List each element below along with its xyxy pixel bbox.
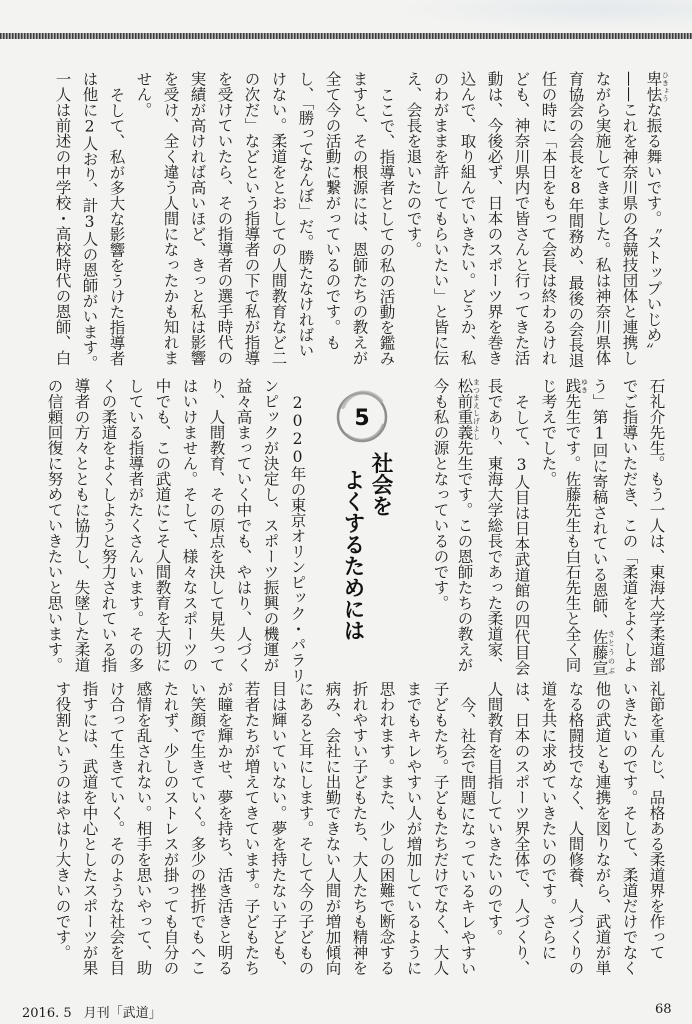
text-column: し、「勝ってなんぼ」だ。勝たなければい (296, 71, 315, 358)
text-column: 今も私の源となっているのです。 (431, 378, 450, 611)
ruby-base: 卑怯 (644, 71, 663, 102)
text-column: は他に2人おり、計3人の恩師がいます。 (80, 71, 99, 371)
text-column: 折れやすい子どもたち、大人たちも精神を (350, 681, 369, 976)
text-column: 思われます。また、少しの困難で断念する (377, 681, 396, 976)
text-column: 感情を乱されない。相手を思いやって、助 (134, 681, 153, 976)
ruby-reading: ひきょう (661, 71, 670, 102)
text-column: じ考えでした。 (539, 378, 558, 487)
text-column: している指導者がたくさんいます。その多 (126, 378, 145, 673)
ruby-word (563, 378, 589, 394)
ruby-reading: まつまえしげよし (472, 378, 481, 440)
text-column (589, 378, 616, 673)
text-column: 中でも、この武道にこそ人間教育を大切に (153, 378, 172, 673)
text-column: 全て今の活動に繋がっているのです。も (323, 71, 342, 350)
article-top-tier (49, 71, 670, 371)
text-column: 礼節を重んじ、品格ある柔道界を作って (647, 681, 666, 960)
text-column: くの柔道をよくしようと努力されている指 (99, 378, 118, 673)
text-column: いきたいのです。そして、柔道だけでなく (620, 681, 639, 976)
ruby-word (590, 628, 616, 676)
text-column: ながら実施してきました。私は神奈川県体 (593, 71, 612, 366)
text-column: が瞳を輝かせ、夢を持ち、活き活きと明る (215, 681, 234, 976)
text-column: 2020年の東京オリンピック・パラリ (288, 393, 307, 683)
text-column: を受け、全く違う人間になったかも知れま (161, 71, 180, 366)
text-column: 導者の方々とともに協力し、失墜した柔道 (72, 378, 91, 673)
text-column: の次だ」などという指導者の下で私が指導 (242, 71, 261, 366)
ruby-reading: さとうのぶ (607, 628, 616, 675)
text-column (562, 378, 589, 673)
ruby-base: 松前重義 (455, 378, 474, 440)
text-column (643, 71, 670, 366)
text-column: 実績が高ければ高いほど、きっと私は影響 (188, 71, 207, 366)
article-middle-tier-left (41, 378, 311, 683)
text-column: す役割というのはやはり大きいのです。 (53, 681, 72, 960)
text-column: 目は輝いていない。夢を持たない子ども、 (269, 681, 288, 976)
issue-date: 2016. 5 (22, 1006, 72, 1021)
section-number: 5 (354, 406, 370, 431)
column-text: 先生です。佐藤先生も白石先生と全く同 (563, 393, 582, 673)
text-column: え、会長を退いたのです。 (404, 71, 423, 257)
header-decoration (400, 0, 692, 30)
text-column: 込んで、取り組んでいきたい。どうか、私 (458, 71, 477, 366)
text-column: ンピックが決定し、スポーツ振興の機運が (261, 378, 280, 673)
text-column: 若者たちが増えてきています。子どもたち (242, 681, 261, 976)
column-text: な振る舞いです。〝ストップいじめ〟 (644, 102, 663, 358)
article-middle-tier-right (427, 378, 670, 673)
text-column: たれず、少しのストレスが掛っても自分の (161, 681, 180, 976)
text-column: 病み、会社に出勤できない人間が増加傾向 (323, 681, 342, 976)
text-column: 育協会の会長を8年間務め、最後の会長退 (566, 71, 585, 368)
text-column: い笑顔で生きていく。多少の挫折でもへこ (188, 681, 207, 976)
text-column: せん。 (134, 71, 153, 118)
text-column: 動は、今後必ず、日本のスポーツ界を巻き (485, 71, 504, 366)
ruby-base: 践 (563, 378, 582, 394)
text-column: ますと、その根源には、恩師たちの教えが (350, 71, 369, 366)
text-column: ども、神奈川県内で皆さんと行ってきた活 (512, 71, 531, 366)
ruby-reading: ゆき (580, 378, 589, 394)
section-title-line-2: よくするためには (340, 469, 365, 641)
text-column: 今、社会で問題になっているキレやすい (458, 696, 477, 976)
text-column: でご指導いただき、この「柔道をよくしよ (620, 378, 639, 673)
section-title-line-1: 社会を (368, 452, 393, 517)
text-column (454, 378, 481, 673)
text-column: 一人は前述の中学校・高校時代の恩師、白 (53, 71, 72, 366)
text-column: 指すには、武道を中心としたスポーツが果 (80, 681, 99, 976)
text-column: そして、私が多大な影響をうけた指導者 (107, 86, 126, 366)
ruby-base: 佐藤宣 (590, 628, 609, 675)
text-column: なる格闘技でなく、人間修養、人づくりの (566, 681, 585, 976)
column-text: う」第1回に寄稿されている恩師、 (590, 378, 609, 629)
text-column: ——これを神奈川県の各競技団体と連携し (620, 71, 639, 366)
text-column: そして、3人目は日本武道館の四代目会 (512, 393, 531, 675)
text-column: にあると耳にします。そして今の子どもの (296, 681, 315, 976)
top-rule-band (0, 33, 692, 39)
footer-issue-info (22, 1002, 162, 1021)
text-column: を受けていたら、その指導者の選手時代の (215, 71, 234, 366)
text-column: は、日本のスポーツ界全体で、人づくり、 (512, 681, 531, 976)
text-column: はいけません。そして、様々なスポーツの (180, 378, 199, 673)
text-column: 益々高まっていく中でも、やはり、人づく (234, 378, 253, 673)
text-column: のわがままを許してもらいたい」と皆に伝 (431, 71, 450, 366)
text-column: 他の武道とも連携を図りながら、武道が単 (593, 681, 612, 976)
magazine-title: 月刊「武道」 (83, 1006, 162, 1021)
text-column: までもキレやすい人が増加しているように (404, 681, 423, 976)
text-column: け合って生きていく。そのような社会を目 (107, 681, 126, 976)
ruby-word (644, 71, 670, 102)
text-column: 石礼介先生。もう一人は、東海大学柔道部 (647, 378, 666, 673)
ruby-word (455, 378, 481, 440)
text-column: けない。柔道をとおしての人間教育など二 (269, 71, 288, 366)
column-text: 先生です。この恩師たちの教えが (455, 440, 474, 673)
text-column: 子どもたち。子どもたちだけでなく、大人 (431, 681, 450, 976)
text-column: り、人間教育、その原点を決して見失って (207, 378, 226, 673)
text-column: 任の時に「本日をもって会長は終わるけれ (539, 71, 558, 366)
text-column: 長であり、東海大学総長であった柔道家、 (485, 378, 504, 673)
text-column: ここで、指導者としての私の活動を鑑み (377, 86, 396, 366)
text-column: 人間教育を目指していきたいのです。 (485, 681, 504, 945)
page-number: 68 (655, 1002, 672, 1017)
section-number-badge (331, 387, 393, 447)
article-bottom-tier (49, 681, 670, 976)
text-column: 道を共に求めていきたいのです。さらに (539, 681, 558, 960)
text-column: の信頼回復に努めていきたいと思います。 (45, 378, 64, 673)
